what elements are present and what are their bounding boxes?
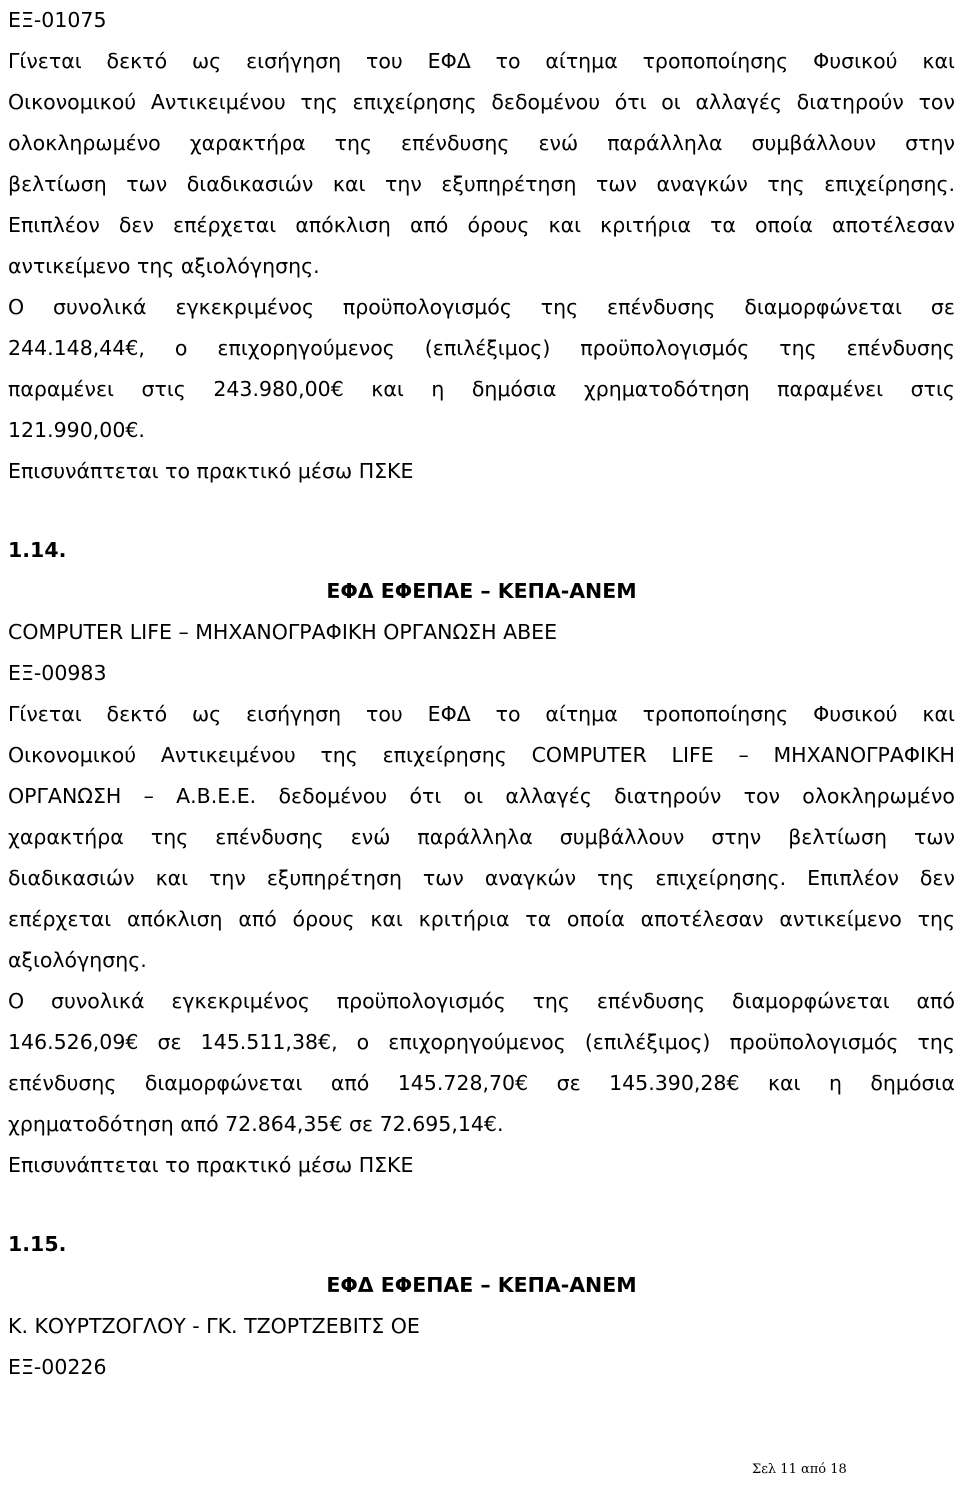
paragraph-line: ΟΡΓΑΝΩΣΗ – Α.Β.Ε.Ε. δεδομένου ότι οι αλλαγές διατηρούν τον ολοκληρωμένο [8, 784, 955, 808]
section-heading: ΕΦΔ ΕΦΕΠΑΕ – ΚΕΠΑ-ΑΝΕΜ [326, 579, 637, 603]
paragraph-line: βελτίωση των διαδικασιών και την εξυπηρέτηση των αναγκών της επιχείρησης. [8, 172, 955, 196]
paragraph-line: επένδυσης διαμορφώνεται από 145.728,70€ σε 145.390,28€ και η δημόσια [8, 1071, 955, 1095]
paragraph-line: Γίνεται δεκτό ως εισήγηση του ΕΦΔ το αίτημα τροποποίησης Φυσικού και [8, 49, 955, 73]
paragraph-line: 244.148,44€, ο επιχορηγούμενος (επιλέξιμος) προϋπολογισμός της επένδυσης [8, 336, 955, 360]
paragraph-line: Ο συνολικά εγκεκριμένος προϋπολογισμός της επένδυσης διαμορφώνεται από [8, 989, 955, 1013]
paragraph-line: ολοκληρωμένο χαρακτήρα της επένδυσης ενώ παράλληλα συμβάλλουν στην [8, 131, 955, 155]
paragraph-line: διαδικασιών και την εξυπηρέτηση των αναγκών της επιχείρησης. Επιπλέον δεν [8, 866, 955, 890]
paragraph-line: επέρχεται απόκλιση από όρους και κριτήρια τα οποία αποτέλεσαν αντικείμενο της [8, 907, 955, 931]
paragraph-line: Γίνεται δεκτό ως εισήγηση του ΕΦΔ το αίτημα τροποποίησης Φυσικού και [8, 702, 955, 726]
entry-code: ΕΞ-00226 [8, 1355, 107, 1379]
entry-code: ΕΞ-00983 [8, 661, 107, 685]
entry-code: ΕΞ-01075 [8, 8, 107, 32]
paragraph-line: Επιπλέον δεν επέρχεται απόκλιση από όρους και κριτήρια τα οποία αποτέλεσαν [8, 213, 955, 237]
section-number: 1.14. [8, 538, 67, 562]
attachment-note: Επισυνάπτεται το πρακτικό μέσω ΠΣΚΕ [8, 459, 414, 483]
section-heading: ΕΦΔ ΕΦΕΠΑΕ – ΚΕΠΑ-ΑΝΕΜ [326, 1273, 637, 1297]
paragraph-line: χρηματοδότηση από 72.864,35€ σε 72.695,14€. [8, 1112, 504, 1136]
document-page [8, 0, 955, 1388]
paragraph-line: Ο συνολικά εγκεκριμένος προϋπολογισμός της επένδυσης διαμορφώνεται σε [8, 295, 955, 319]
paragraph-line: αξιολόγησης. [8, 948, 147, 972]
paragraph-line: παραμένει στις 243.980,00€ και η δημόσια χρηματοδότηση παραμένει στις [8, 377, 955, 401]
paragraph-line: Οικονομικού Αντικειμένου της επιχείρησης COMPUTER LIFE – ΜΗΧΑΝΟΓΡΑΦΙΚΗ [8, 743, 955, 767]
page-number: Σελ 11 από 18 [752, 1462, 847, 1477]
company-name: Κ. ΚΟΥΡΤΖΟΓΛΟΥ - ΓΚ. ΤΖΟΡΤΖΕΒΙΤΣ ΟΕ [8, 1314, 420, 1338]
paragraph-line: 146.526,09€ σε 145.511,38€, ο επιχορηγούμενος (επιλέξιμος) προϋπολογισμός της [8, 1030, 955, 1054]
company-name: COMPUTER LIFE – ΜΗΧΑΝΟΓΡΑΦΙΚΗ ΟΡΓΑΝΩΣΗ ΑΒΕΕ [8, 620, 558, 644]
section-number: 1.15. [8, 1232, 67, 1256]
attachment-note: Επισυνάπτεται το πρακτικό μέσω ΠΣΚΕ [8, 1153, 414, 1177]
paragraph-line: Οικονομικού Αντικειμένου της επιχείρησης δεδομένου ότι οι αλλαγές διατηρούν τον [8, 90, 955, 114]
paragraph-line: αντικείμενο της αξιολόγησης. [8, 254, 320, 278]
paragraph-line: 121.990,00€. [8, 418, 145, 442]
paragraph-line: χαρακτήρα της επένδυσης ενώ παράλληλα συμβάλλουν στην βελτίωση των [8, 825, 955, 849]
